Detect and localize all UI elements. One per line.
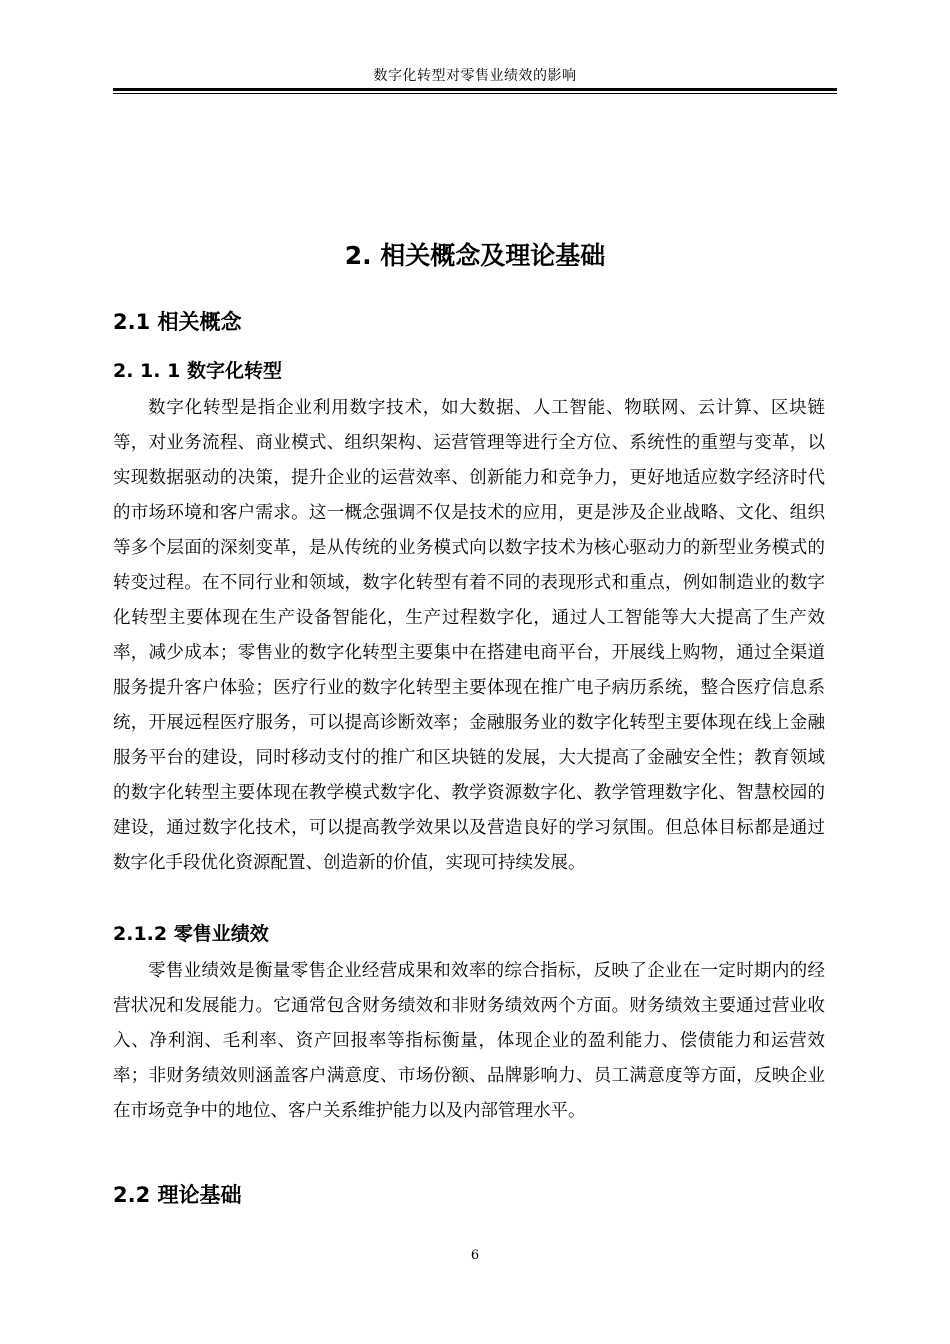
section-heading-2-1-2: 2.1.2 零售业绩效 <box>113 923 269 945</box>
section-heading-2-1: 2.1 相关概念 <box>113 310 242 334</box>
paragraph-retail-performance: 零售业绩效是衡量零售企业经营成果和效率的综合指标，反映了企业在一定时期内的经营状况和发展能力。它通常包含财务绩效和非财务绩效两个方面。财务绩效主要通过营业收入、净利润、毛利率、资产回报率等指标衡量，体现企业的盈利能力、偿债能力和运营效率；非财务绩效则涵盖客户满意度、市场份额、品牌影响力、员工满意度等方面，反映企业在市场竞争中的地位、客户关系维护能力以及内部管理水平。 <box>113 961 825 1121</box>
section-heading-2-1-1: 2. 1. 1 数字化转型 <box>113 360 282 382</box>
running-header: 数字化转型对零售业绩效的影响 <box>373 68 577 84</box>
header-rule-thick <box>113 88 837 91</box>
chapter-title: 2. 相关概念及理论基础 <box>344 241 606 270</box>
page-number: 6 <box>470 1248 480 1263</box>
paragraph-digital-transformation: 数字化转型是指企业利用数字技术，如大数据、人工智能、物联网、云计算、区块链等，对业务流程、商业模式、组织架构、运营管理等进行全方位、系统性的重塑与变革，以实现数据驱动的决策，提升企业的运营效率、创新能力和竞争力，更好地适应数字经济时代的市场环境和客户需求。这一概念强调不仅是技术的应用，更是涉及企业战略、文化、组织等多个层面的深刻变革，是从传统的业务模式向以数字技术为核心驱动力的新型业务模式的转变过程。在不同行业和领域，数字化转型有着不同的表现形式和重点，例如制造业的数字化转型主要体现在生产设备智能化，生产过程数字化，通过人工智能等大大提高了生产效率，减少成本；零售业的数字化转型主要集中在搭建电商平台，开展线上购物，通过全渠道服务提升客户体验；医疗行业的数字化转型主要体现在推广电子病历系统，整合医疗信息系统，开展远程医疗服务，可以提高诊断效率；金融服务业的数字化转型主要体现在线上金融服务平台的建设，同时移动支付的推广和区块链的发展，大大提高了金融安全性；教育领域的数字化转型主要体现在教学模式数字化、教学资源数字化、教学管理数字化、智慧校园的建设，通过数字化技术，可以提高教学效果以及营造良好的学习氛围。但总体目标都是通过数字化手段优化资源配置、创造新的价值，实现可持续发展。 <box>113 398 825 873</box>
header-rule-thin <box>113 93 837 94</box>
section-heading-2-2: 2.2 理论基础 <box>113 1183 242 1207</box>
